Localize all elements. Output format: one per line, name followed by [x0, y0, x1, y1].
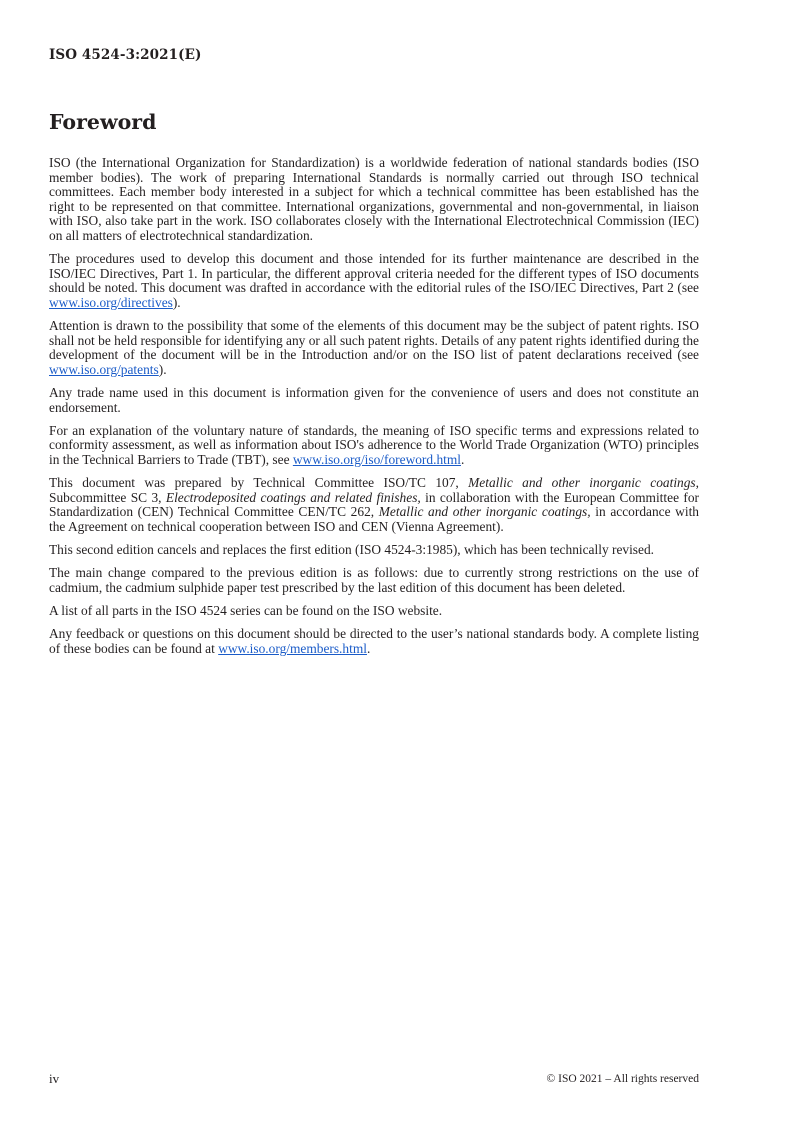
members-link[interactable]: www.iso.org/members.html	[218, 640, 367, 656]
paragraph-feedback: Any feedback or questions on this document should be directed to the user’s national standards body. A complete listing of these bodies can be found at www.iso.org/members.html.	[49, 626, 699, 656]
paragraph-voluntary-nature: For an explanation of the voluntary nature of standards, the meaning of ISO specific terms and expressions related to conformity assessment, as well as information about ISO's adherence to the World Trade Organization (WTO) principles in the Technical Barriers to Trade (TBT), see www.iso.org/iso/foreword.html.	[49, 422, 699, 468]
paragraph-main-change: The main change compared to the previous edition is as follows: due to currently strong restrictions on the use of cadmium, the cadmium sulphide paper test prescribed by the last edition of this document has been deleted.	[49, 565, 699, 595]
paragraph-committee: This document was prepared by Technical Committee ISO/TC 107, Metallic and other inorganic coatings, Subcommittee SC 3, Electrodeposited coatings and related finishes, in collaboration with the European Committee for Standardization (CEN) Technical Committee CEN/TC 262, Metallic and other inorganic coatings, in accordance with the Agreement on technical cooperation between ISO and CEN (Vienna Agreement).	[49, 475, 700, 535]
document-id: ISO 4524-3:2021(E)	[49, 47, 202, 63]
directives-link[interactable]: www.iso.org/directives	[49, 294, 173, 310]
foreword-body	[49, 156, 699, 665]
paragraph-patents: Attention is drawn to the possibility that some of the elements of this document may be the subject of patent rights. ISO shall not be held responsible for identifying any or all such patent rights. Details of any patent rights identified during the development of the document will be in the Introduction and/or on the ISO list of patent declarations received (see www.iso.org/patents).	[49, 318, 699, 377]
patents-link[interactable]: www.iso.org/patents	[49, 361, 159, 377]
copyright-notice: © ISO 2021 – All rights reserved	[546, 1073, 699, 1085]
foreword-link[interactable]: www.iso.org/iso/foreword.html	[292, 452, 461, 468]
paragraph-directives: The procedures used to develop this document and those intended for its further maintenance are described in the ISO/IEC Directives, Part 1. In particular, the different approval criteria needed for the different types of ISO documents should be noted. This document was drafted in accordance with the editorial rules of the ISO/IEC Directives, Part 2 (see www.iso.org/directives).	[49, 251, 699, 310]
paragraph-trade-name: Any trade name used in this document is information given for the convenience of users and does not constitute an endorsement.	[49, 385, 699, 415]
paragraph-iso-overview: ISO (the International Organization for Standardization) is a worldwide federation of national standards bodies (ISO member bodies). The work of preparing International Standards is normally carried out through ISO technical committees. Each member body interested in a subject for which a technical committee has been established has the right to be represented on that committee. International organizations, governmental and non-governmental, in liaison with ISO, also take part in the work. ISO collaborates closely with the International Electrotechnical Commission (IEC) on all matters of electrotechnical standardization.	[49, 155, 699, 243]
page-title: Foreword	[49, 110, 157, 134]
page-number: iv	[49, 1071, 60, 1086]
paragraph-series-list: A list of all parts in the ISO 4524 series can be found on the ISO website.	[49, 603, 443, 619]
paragraph-edition: This second edition cancels and replaces the first edition (ISO 4524-3:1985), which has been technically revised.	[49, 542, 654, 558]
